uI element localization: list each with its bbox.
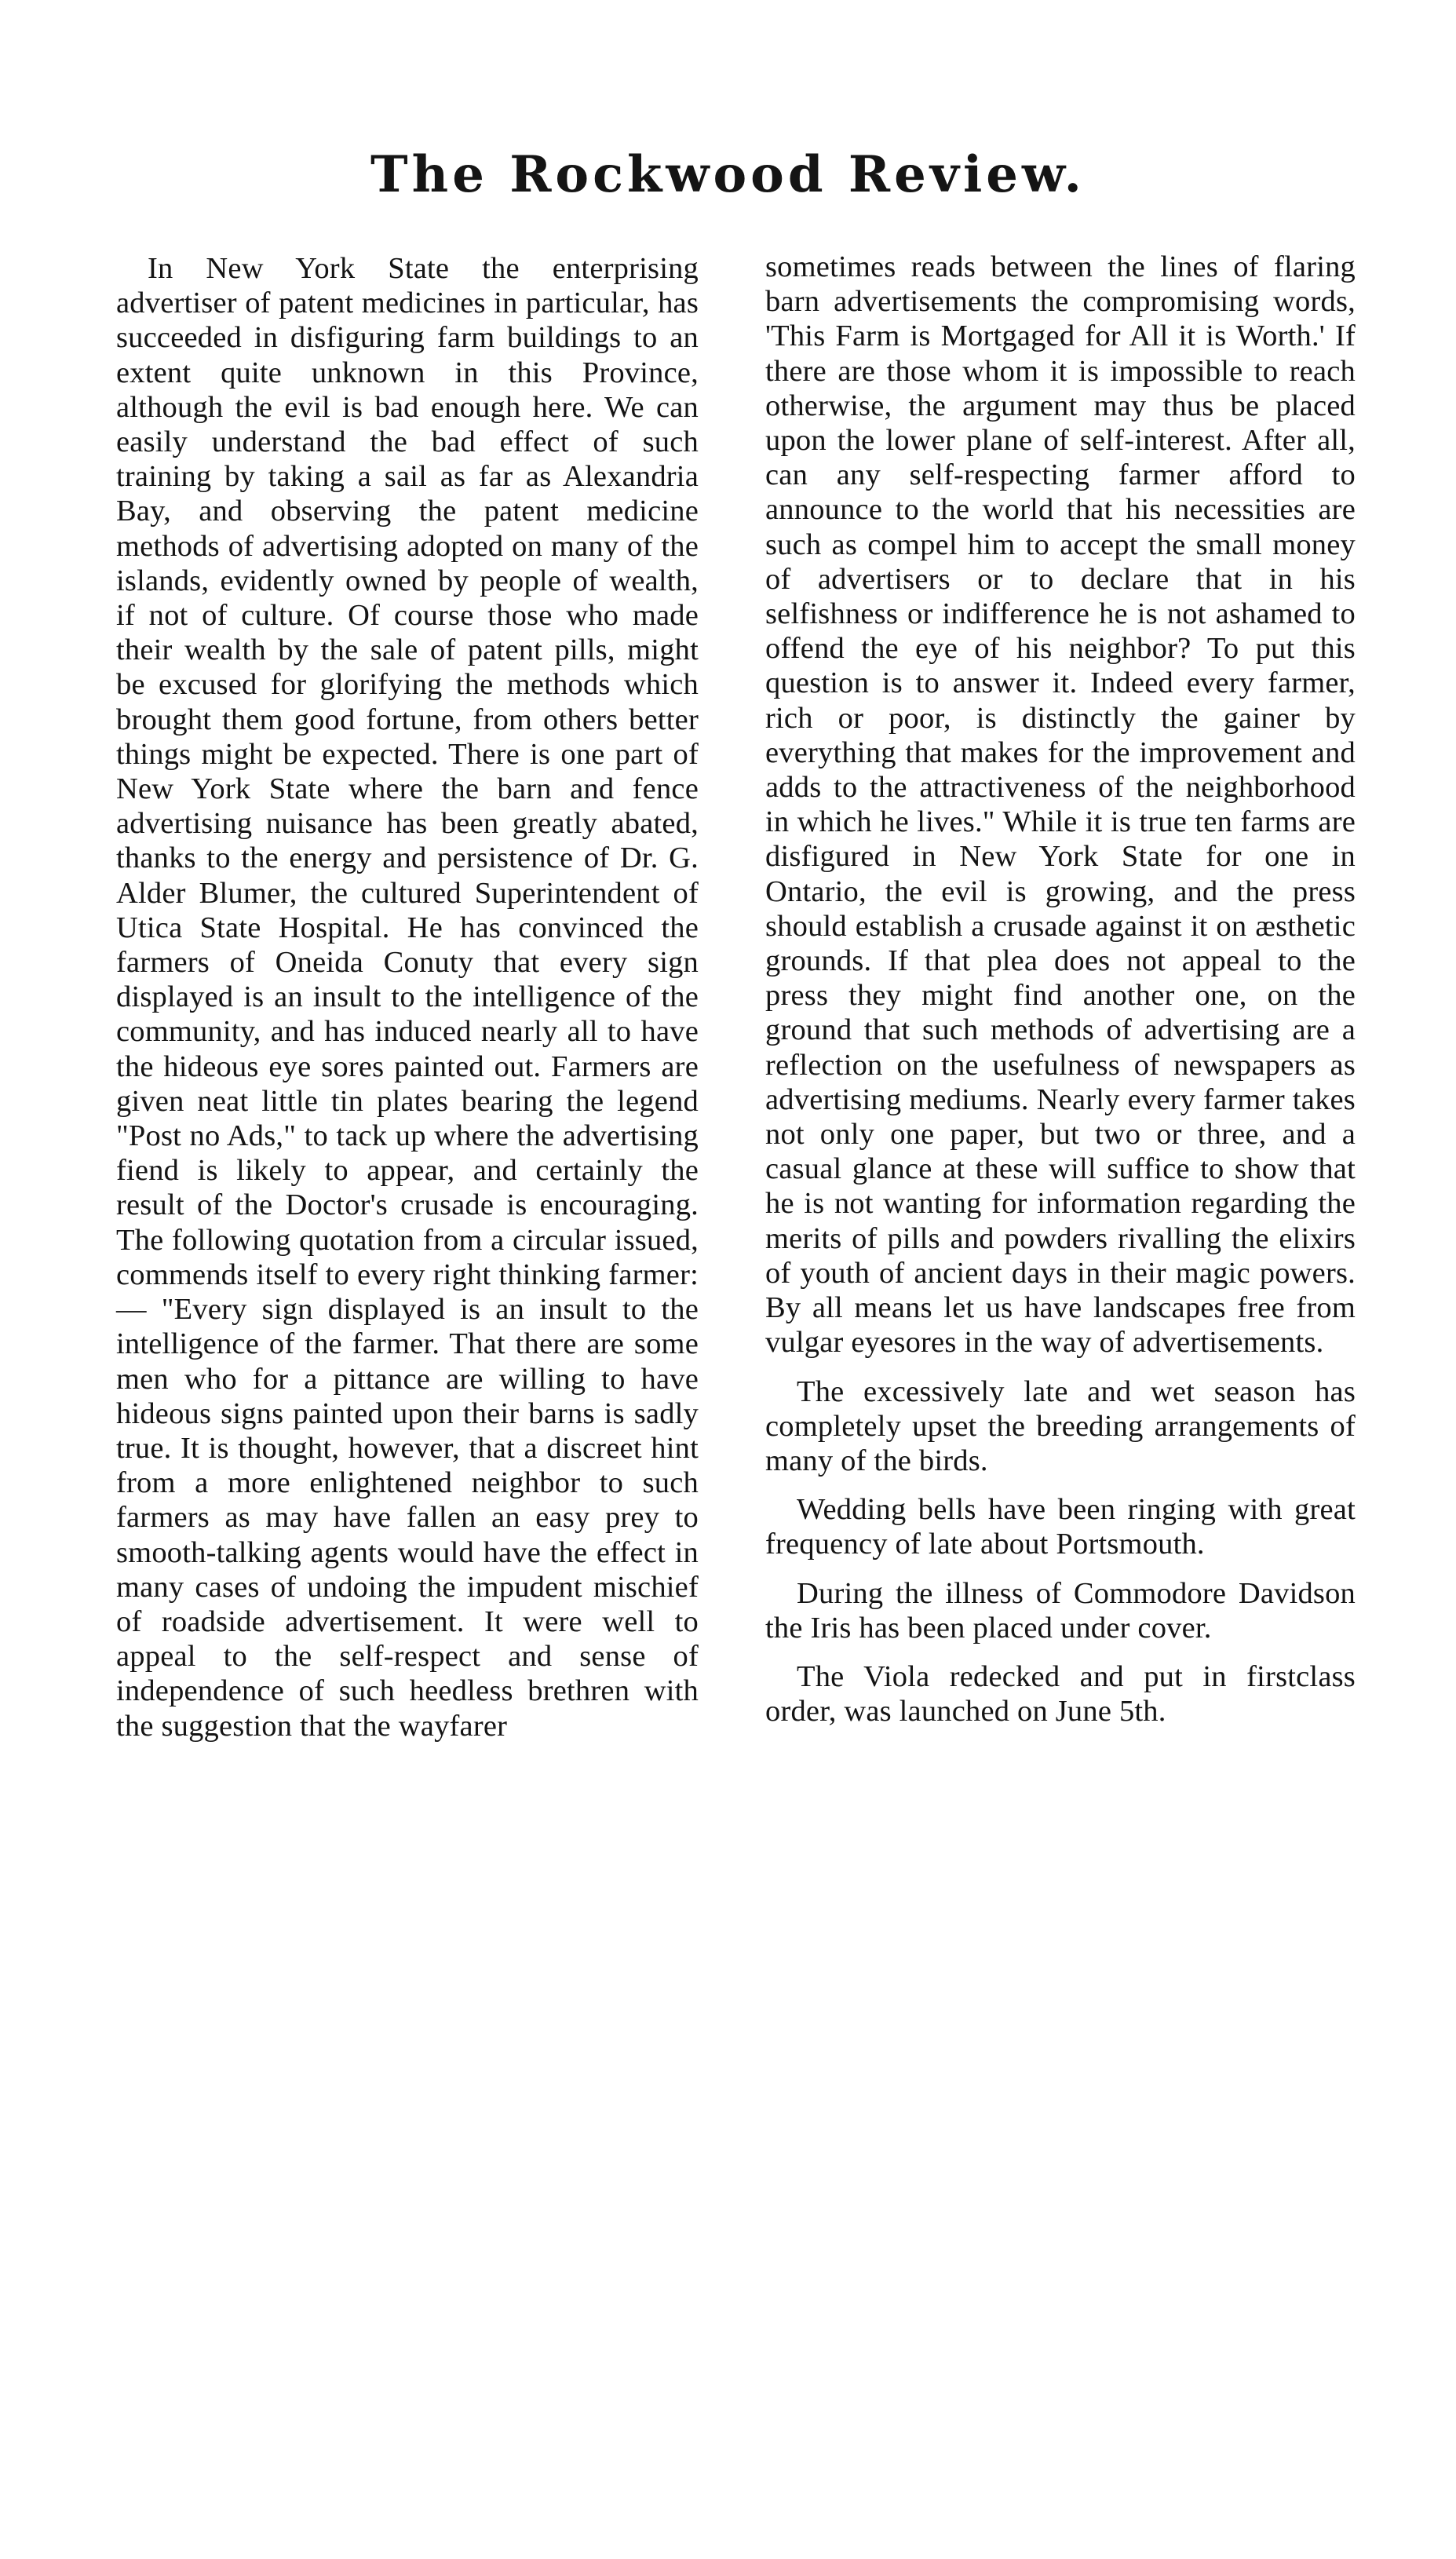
article-paragraph-continuation: sometimes reads between the lines of flaring barn advertisements the compromising words, 'This Farm is Mortgaged for All it is Worth.' If there are those whom it is impossible to reach otherwise, the argument may thus be placed upon the lower plane of self-interest. After all, can any self-respecting farmer afford to announce to the world that his necessities are such as compel him to accept the small money of advertisers or to declare that in his selfishness or indifference he is not ashamed to offend the eye of his neighbor? To put this question is to answer it. Indeed every farmer, rich or poor, is distinctly the gainer by everything that makes for the improvement and adds to the attractiveness of the neighborhood in which he lives." While it is true ten farms are disfigured in New York State for one in Ontario, the evil is growing, and the press should establish a crusade against it on æsthetic grounds. If that plea does not appeal to the press they might find another one, on the ground that such methods of advertising are a reflection on the usefulness of newspapers as advertising mediums. Nearly every farmer takes not only one paper, but two or three, and a casual glance at these will suffice to show that he is not wanting for information regarding the merits of pills and powders rivalling the elixirs of youth of ancient days in their magic powers. By all means let us have landscapes free from vulgar eyesores in the way of advertisements. [765,250,1356,1360]
article-paragraph: In New York State the enterprising advertiser of patent medicines in particular, has succeeded in disfiguring farm buildings to an extent quite unknown in this Province, although the evil is bad enough here. We can easily understand the bad effect of such training by taking a sail as far as Alexandria Bay, and observing the patent medicine methods of advertising adopted on many of the islands, evidently owned by people of wealth, if not of culture. Of course those who made their wealth by the sale of patent pills, might be excused for glorifying the methods which brought them good fortune, from others better things might be expected. There is one part of New York State where the barn and fence advertising nuisance has been greatly abated, thanks to the energy and persistence of Dr. G. Alder Blumer, the cultured Superintendent of Utica State Hospital. He has convinced the farmers of Oneida Conuty that every sign displayed is an insult to the intelligence of the community, and has induced nearly all to have the hideous eye sores painted out. Farmers are given neat little tin plates bearing the legend "Post no Ads," to tack up where the advertising fiend is likely to appear, and certainly the result of the Doctor's crusade is encouraging. The following quotation from a circular issued, commends itself to every right thinking farmer: — "Every sign displayed is an insult to the intelligence of the farmer. That there are some men who for a pittance are willing to have hideous signs painted upon their barns is sadly true. It is thought, however, that a discreet hint from a more enlightened neighbor to such farmers as may have fallen an easy prey to smooth-talking agents would have the effect in many cases of undoing the impudent mischief of roadside advertisement. It were well to appeal to the self-respect and sense of independence of such heedless brethren with the suggestion that the wayfarer [116,252,699,1743]
masthead-title: The Rockwood Review. [370,145,1086,204]
news-note: The Viola redecked and put in firstclass order, was launched on June 5th. [765,1659,1356,1729]
news-note: The excessively late and wet season has completely upset the breeding arrangements of many of the birds. [765,1374,1356,1477]
news-note: During the illness of Commodore Davidson the Iris has been placed under cover. [765,1576,1356,1645]
left-column [116,251,699,1743]
news-note: Wedding bells have been ringing with great frequency of late about Portsmouth. [765,1493,1356,1561]
right-column [765,250,1356,1729]
